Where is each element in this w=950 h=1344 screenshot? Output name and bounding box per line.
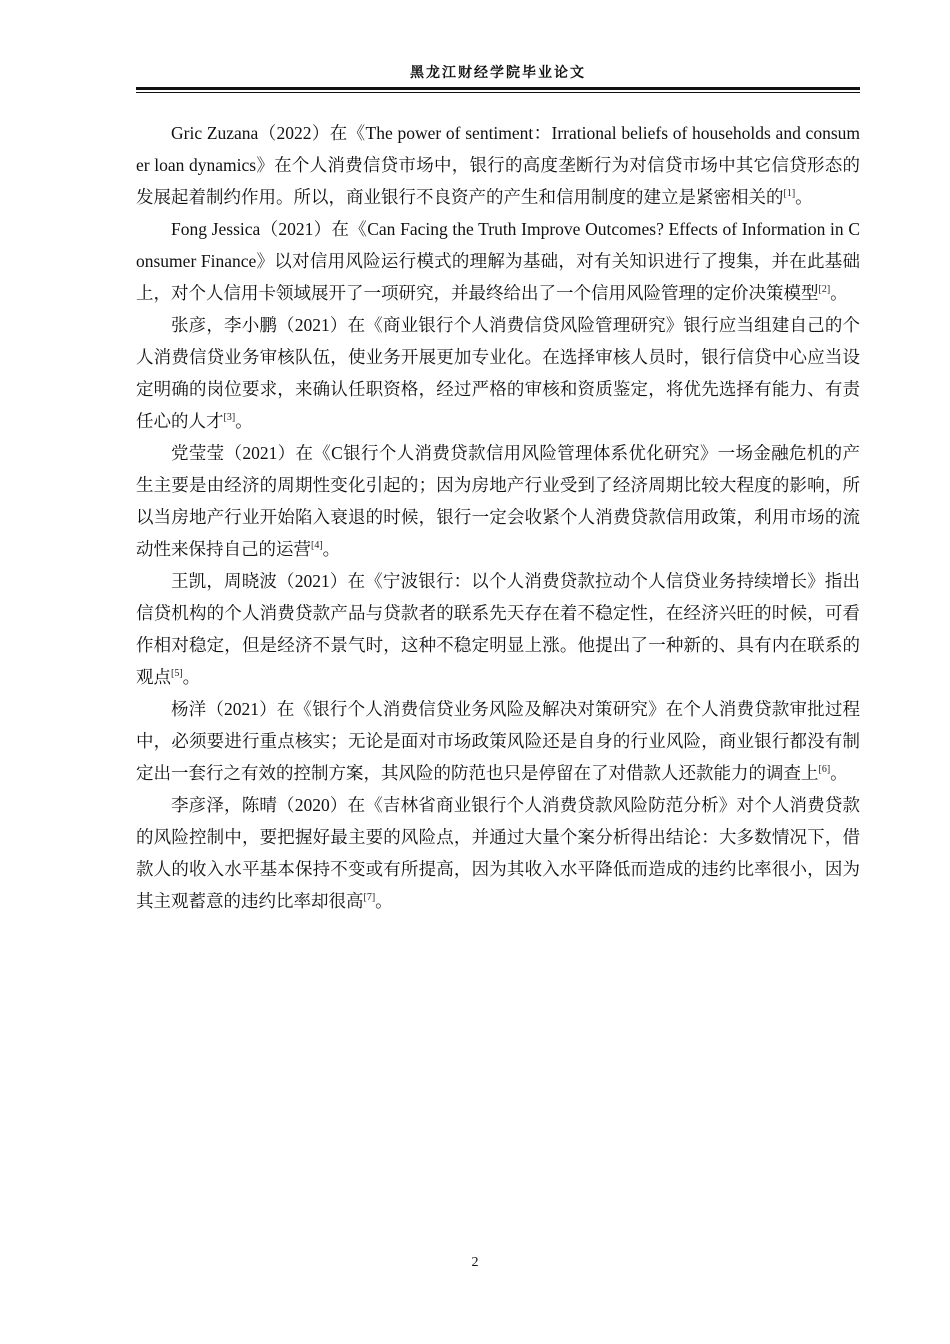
header-rule-thick bbox=[136, 87, 860, 90]
paragraph-end: 。 bbox=[830, 283, 848, 303]
paragraph-text: Fong Jessica（2021）在《Can Facing the Truth Improve Outcomes? Effects of Information in Consumer Finance》以对信用风险运行模式的理解为基础，对有关知识进行了搜集，并在此基础上，对个人信用卡领域展开了一项研究，并最终给出了一个信用风险管理的定价决策模型 bbox=[136, 219, 860, 303]
paragraph-5 bbox=[136, 565, 860, 693]
paragraph-3 bbox=[136, 309, 860, 437]
paragraph-text: 李彦泽，陈晴（2020）在《吉林省商业银行个人消费贷款风险防范分析》对个人消费贷款的风险控制中，要把握好最主要的风险点，并通过大量个案分析得出结论：大多数情况下，借款人的收入水平基本保持不变或有所提高，因为其收入水平降低而造成的违约比率很小，因为其主观蓄意的违约比率却很高 bbox=[136, 795, 860, 911]
paragraph-1 bbox=[136, 117, 860, 213]
paragraph-text: 王凯，周晓波（2021）在《宁波银行：以个人消费贷款拉动个人信贷业务持续增长》指出信贷机构的个人消费贷款产品与贷款者的联系先天存在着不稳定性，在经济兴旺的时候，可看作相对稳定，但是经济不景气时，这种不稳定明显上涨。他提出了一种新的、具有内在联系的观点 bbox=[136, 571, 860, 687]
citation-marker: [1] bbox=[783, 188, 796, 200]
paragraph-end: 。 bbox=[830, 763, 848, 783]
page-number: 2 bbox=[471, 1255, 479, 1270]
paragraph-end: 。 bbox=[375, 891, 393, 911]
paragraph-text: 杨洋（2021）在《银行个人消费信贷业务风险及解决对策研究》在个人消费贷款审批过程中，必须要进行重点核实；无论是面对市场政策风险还是自身的行业风险，商业银行都没有制定出一套行之有效的控制方案，其风险的防范也只是停留在了对借款人还款能力的调查上 bbox=[136, 699, 860, 783]
citation-marker: [4] bbox=[311, 540, 323, 552]
paragraph-2 bbox=[136, 213, 860, 309]
paragraph-text: Gric Zuzana（2022）在《The power of sentiment：Irrational beliefs of households and consumer loan dynamics》在个人消费信贷市场中，银行的高度垄断行为对信贷市场中其它信贷形态的发展起着制约作用。所以，商业银行不良资产的产生和信用制度的建立是紧密相关的 bbox=[136, 123, 860, 207]
paragraph-text: 张彦，李小鹏（2021）在《商业银行个人消费信贷风险管理研究》银行应当组建自己的个人消费信贷业务审核队伍，使业务开展更加专业化。在选择审核人员时，银行信贷中心应当设定明确的岗位要求，来确认任职资格，经过严格的审核和资质鉴定，将优先选择有能力、有责任心的人才 bbox=[136, 315, 860, 431]
paragraph-end: 。 bbox=[322, 539, 341, 559]
body-text bbox=[136, 117, 860, 917]
citation-marker: [5] bbox=[171, 668, 183, 680]
header-rule-thin bbox=[136, 92, 860, 93]
citation-marker: [3] bbox=[223, 412, 236, 424]
citation-marker: [2] bbox=[818, 284, 831, 296]
paragraph-6 bbox=[136, 693, 860, 789]
paragraph-end: 。 bbox=[795, 187, 813, 207]
paragraph-4 bbox=[136, 437, 860, 565]
paragraph-end: 。 bbox=[182, 667, 201, 687]
paragraph-7 bbox=[136, 789, 860, 917]
paragraph-text: 党莹莹（2021）在《C银行个人消费贷款信用风险管理体系优化研究》一场金融危机的产生主要是由经济的周期性变化引起的；因为房地产行业受到了经济周期比较大程度的影响，所以当房地产行业开始陷入衰退的时候，银行一定会收紧个人消费贷款信用政策，利用市场的流动性来保持自己的运营 bbox=[136, 443, 860, 559]
page-header-title: 黑龙江财经学院毕业论文 bbox=[410, 65, 586, 81]
citation-marker: [6] bbox=[818, 764, 831, 776]
paragraph-end: 。 bbox=[235, 411, 253, 431]
citation-marker: [7] bbox=[363, 892, 376, 904]
